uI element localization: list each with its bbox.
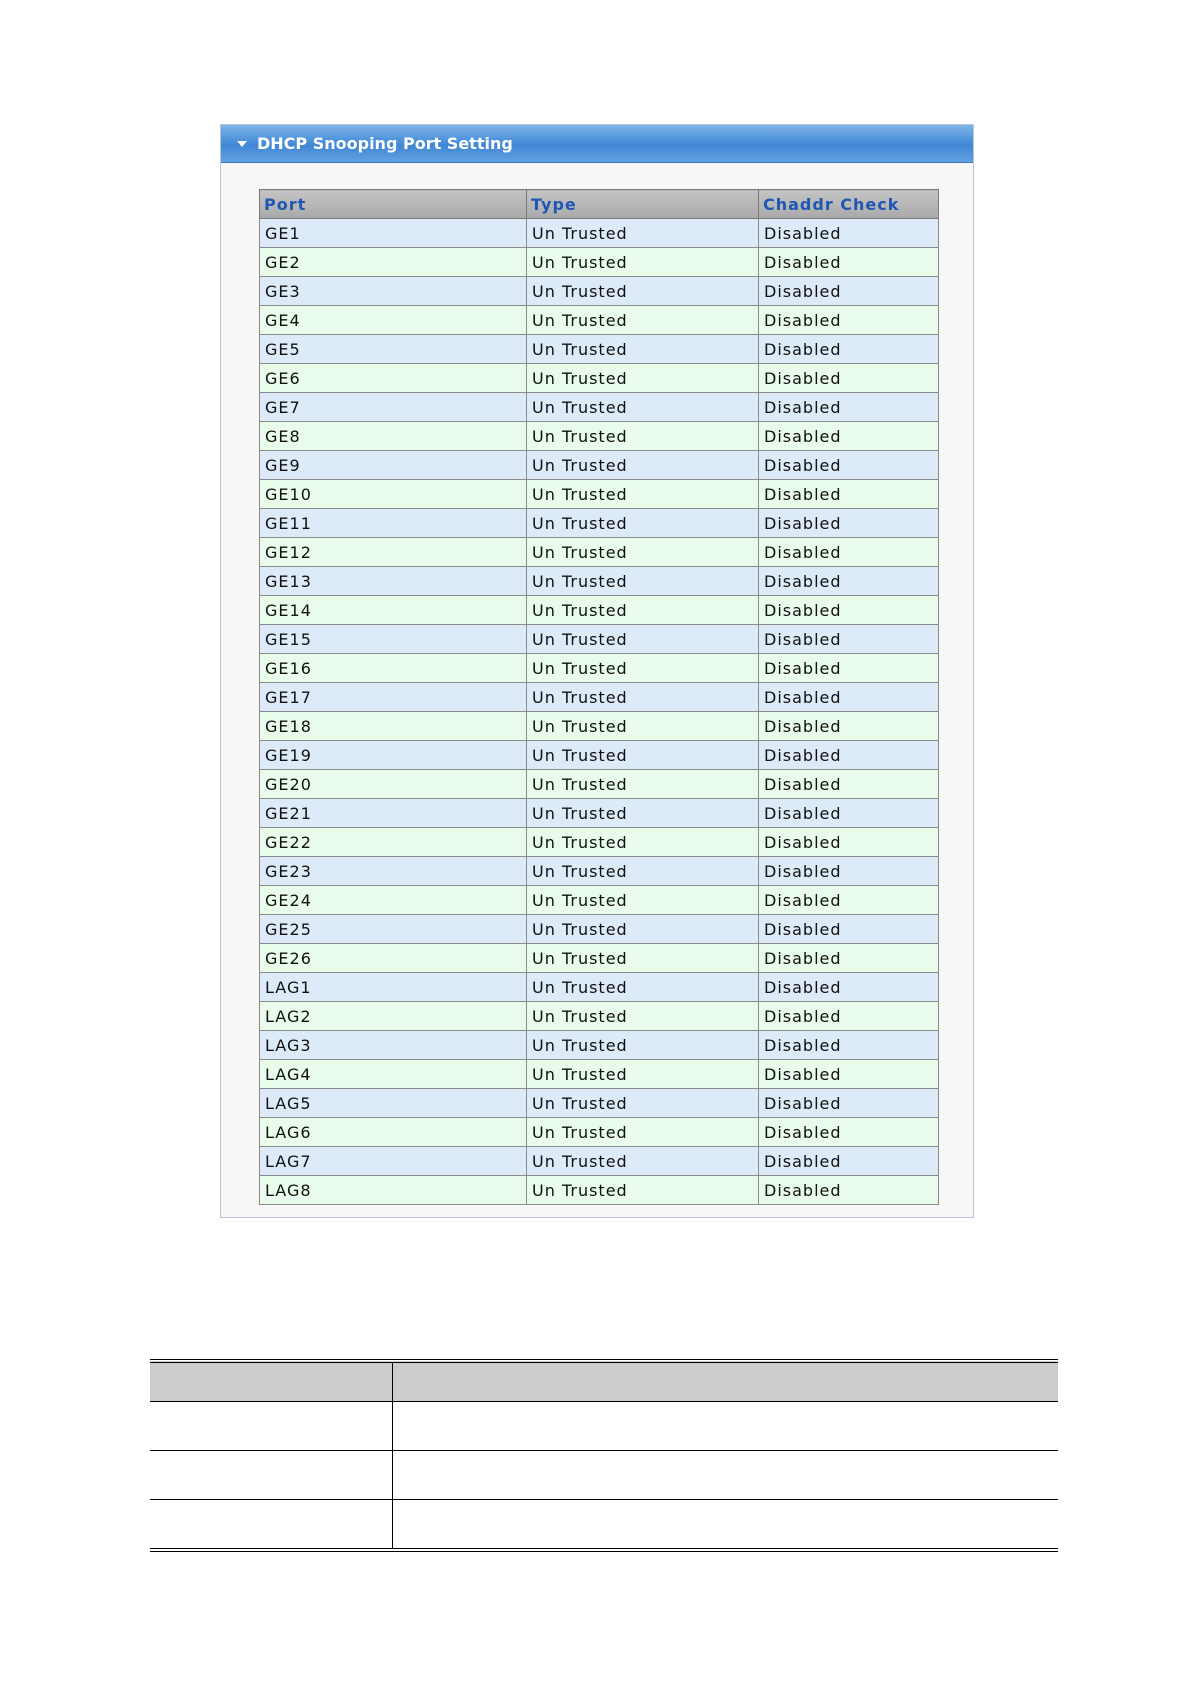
port-cell: GE22 <box>260 828 527 857</box>
port-cell: LAG7 <box>260 1147 527 1176</box>
chaddr-check-cell: Disabled <box>759 509 939 538</box>
port-cell: GE2 <box>260 248 527 277</box>
chaddr-check-cell: Disabled <box>759 857 939 886</box>
table-row[interactable] <box>260 1002 939 1031</box>
chaddr-check-cell: Disabled <box>759 451 939 480</box>
table-row[interactable] <box>260 886 939 915</box>
column-header-port[interactable]: Port <box>260 190 527 219</box>
type-cell: Un Trusted <box>527 625 759 654</box>
table-row[interactable] <box>260 480 939 509</box>
type-cell: Un Trusted <box>527 915 759 944</box>
table-row[interactable] <box>260 451 939 480</box>
table-row[interactable] <box>260 973 939 1002</box>
type-cell: Un Trusted <box>527 219 759 248</box>
port-cell: LAG2 <box>260 1002 527 1031</box>
table-row[interactable] <box>260 567 939 596</box>
table-row[interactable] <box>260 364 939 393</box>
table-header-row <box>260 190 939 219</box>
type-cell: Un Trusted <box>527 1176 759 1205</box>
chaddr-check-cell: Disabled <box>759 277 939 306</box>
description-cell <box>150 1500 393 1551</box>
column-header-type[interactable]: Type <box>527 190 759 219</box>
type-cell: Un Trusted <box>527 770 759 799</box>
port-cell: GE19 <box>260 741 527 770</box>
type-cell: Un Trusted <box>527 538 759 567</box>
table-body <box>260 219 939 1205</box>
table-row[interactable] <box>260 1176 939 1205</box>
port-cell: GE15 <box>260 625 527 654</box>
chaddr-check-cell: Disabled <box>759 1118 939 1147</box>
table-row[interactable] <box>260 712 939 741</box>
port-cell: GE18 <box>260 712 527 741</box>
type-cell: Un Trusted <box>527 1147 759 1176</box>
type-cell: Un Trusted <box>527 799 759 828</box>
chaddr-check-cell: Disabled <box>759 886 939 915</box>
port-cell: GE24 <box>260 886 527 915</box>
panel-header[interactable] <box>221 125 973 163</box>
type-cell: Un Trusted <box>527 335 759 364</box>
table-row[interactable] <box>260 306 939 335</box>
port-cell: GE11 <box>260 509 527 538</box>
chaddr-check-cell: Disabled <box>759 1031 939 1060</box>
panel-title: DHCP Snooping Port Setting <box>257 134 513 153</box>
port-cell: GE12 <box>260 538 527 567</box>
chaddr-check-cell: Disabled <box>759 1089 939 1118</box>
description-table <box>150 1359 1058 1552</box>
description-cell <box>150 1451 393 1500</box>
chaddr-check-cell: Disabled <box>759 915 939 944</box>
chaddr-check-cell: Disabled <box>759 219 939 248</box>
port-cell: GE6 <box>260 364 527 393</box>
port-cell: LAG3 <box>260 1031 527 1060</box>
description-cell <box>393 1402 1059 1451</box>
type-cell: Un Trusted <box>527 393 759 422</box>
type-cell: Un Trusted <box>527 1031 759 1060</box>
table-row[interactable] <box>260 219 939 248</box>
port-cell: GE17 <box>260 683 527 712</box>
description-cell <box>393 1500 1059 1551</box>
type-cell: Un Trusted <box>527 277 759 306</box>
table-row[interactable] <box>260 248 939 277</box>
table-row[interactable] <box>260 393 939 422</box>
table-row[interactable] <box>260 422 939 451</box>
type-cell: Un Trusted <box>527 1089 759 1118</box>
collapse-triangle-icon[interactable] <box>237 141 247 147</box>
chaddr-check-cell: Disabled <box>759 596 939 625</box>
type-cell: Un Trusted <box>527 509 759 538</box>
type-cell: Un Trusted <box>527 1060 759 1089</box>
port-cell: GE20 <box>260 770 527 799</box>
type-cell: Un Trusted <box>527 567 759 596</box>
type-cell: Un Trusted <box>527 741 759 770</box>
chaddr-check-cell: Disabled <box>759 799 939 828</box>
port-cell: GE10 <box>260 480 527 509</box>
chaddr-check-cell: Disabled <box>759 248 939 277</box>
port-cell: GE3 <box>260 277 527 306</box>
table-row[interactable] <box>260 770 939 799</box>
chaddr-check-cell: Disabled <box>759 741 939 770</box>
chaddr-check-cell: Disabled <box>759 712 939 741</box>
port-cell: GE16 <box>260 654 527 683</box>
port-cell: GE13 <box>260 567 527 596</box>
port-cell: GE4 <box>260 306 527 335</box>
table-row[interactable] <box>260 1031 939 1060</box>
table-row[interactable] <box>260 1060 939 1089</box>
chaddr-check-cell: Disabled <box>759 1176 939 1205</box>
type-cell: Un Trusted <box>527 712 759 741</box>
type-cell: Un Trusted <box>527 480 759 509</box>
table-row[interactable] <box>260 944 939 973</box>
type-cell: Un Trusted <box>527 248 759 277</box>
type-cell: Un Trusted <box>527 422 759 451</box>
chaddr-check-cell: Disabled <box>759 306 939 335</box>
port-cell: GE9 <box>260 451 527 480</box>
chaddr-check-cell: Disabled <box>759 1002 939 1031</box>
port-cell: GE23 <box>260 857 527 886</box>
chaddr-check-cell: Disabled <box>759 1147 939 1176</box>
table-row[interactable] <box>260 277 939 306</box>
type-cell: Un Trusted <box>527 596 759 625</box>
type-cell: Un Trusted <box>527 828 759 857</box>
chaddr-check-cell: Disabled <box>759 538 939 567</box>
chaddr-check-cell: Disabled <box>759 973 939 1002</box>
chaddr-check-cell: Disabled <box>759 335 939 364</box>
chaddr-check-cell: Disabled <box>759 654 939 683</box>
chaddr-check-cell: Disabled <box>759 1060 939 1089</box>
port-cell: GE14 <box>260 596 527 625</box>
table-row[interactable] <box>260 1118 939 1147</box>
port-cell: LAG8 <box>260 1176 527 1205</box>
table-row[interactable] <box>260 799 939 828</box>
type-cell: Un Trusted <box>527 857 759 886</box>
table-row[interactable] <box>260 915 939 944</box>
description-row <box>150 1402 1058 1451</box>
table-row[interactable] <box>260 683 939 712</box>
table-row[interactable] <box>260 335 939 364</box>
port-cell: LAG6 <box>260 1118 527 1147</box>
port-cell: LAG1 <box>260 973 527 1002</box>
table-row[interactable] <box>260 596 939 625</box>
chaddr-check-cell: Disabled <box>759 770 939 799</box>
table-row[interactable] <box>260 509 939 538</box>
type-cell: Un Trusted <box>527 451 759 480</box>
chaddr-check-cell: Disabled <box>759 422 939 451</box>
chaddr-check-cell: Disabled <box>759 944 939 973</box>
table-row[interactable] <box>260 1147 939 1176</box>
dhcp-snooping-port-setting-panel <box>220 124 974 1218</box>
chaddr-check-cell: Disabled <box>759 828 939 857</box>
type-cell: Un Trusted <box>527 306 759 335</box>
port-cell: GE5 <box>260 335 527 364</box>
table-row[interactable] <box>260 857 939 886</box>
port-cell: GE21 <box>260 799 527 828</box>
chaddr-check-cell: Disabled <box>759 683 939 712</box>
chaddr-check-cell: Disabled <box>759 393 939 422</box>
column-header-chaddr-check[interactable]: Chaddr Check <box>759 190 939 219</box>
description-row <box>150 1451 1058 1500</box>
chaddr-check-cell: Disabled <box>759 364 939 393</box>
type-cell: Un Trusted <box>527 973 759 1002</box>
description-cell <box>150 1402 393 1451</box>
type-cell: Un Trusted <box>527 1002 759 1031</box>
chaddr-check-cell: Disabled <box>759 480 939 509</box>
port-cell: LAG4 <box>260 1060 527 1089</box>
table-row[interactable] <box>260 1089 939 1118</box>
port-cell: LAG5 <box>260 1089 527 1118</box>
description-header-description <box>393 1361 1059 1402</box>
port-cell: GE26 <box>260 944 527 973</box>
table-row[interactable] <box>260 654 939 683</box>
port-cell: GE1 <box>260 219 527 248</box>
type-cell: Un Trusted <box>527 886 759 915</box>
description-header-object <box>150 1361 393 1402</box>
description-row <box>150 1500 1058 1551</box>
port-setting-table <box>259 189 939 1205</box>
port-cell: GE8 <box>260 422 527 451</box>
type-cell: Un Trusted <box>527 683 759 712</box>
description-cell <box>393 1451 1059 1500</box>
table-row[interactable] <box>260 538 939 567</box>
type-cell: Un Trusted <box>527 654 759 683</box>
port-cell: GE25 <box>260 915 527 944</box>
chaddr-check-cell: Disabled <box>759 567 939 596</box>
table-row[interactable] <box>260 828 939 857</box>
type-cell: Un Trusted <box>527 944 759 973</box>
type-cell: Un Trusted <box>527 1118 759 1147</box>
port-cell: GE7 <box>260 393 527 422</box>
table-row[interactable] <box>260 625 939 654</box>
table-row[interactable] <box>260 741 939 770</box>
description-header-row <box>150 1361 1058 1402</box>
chaddr-check-cell: Disabled <box>759 625 939 654</box>
type-cell: Un Trusted <box>527 364 759 393</box>
